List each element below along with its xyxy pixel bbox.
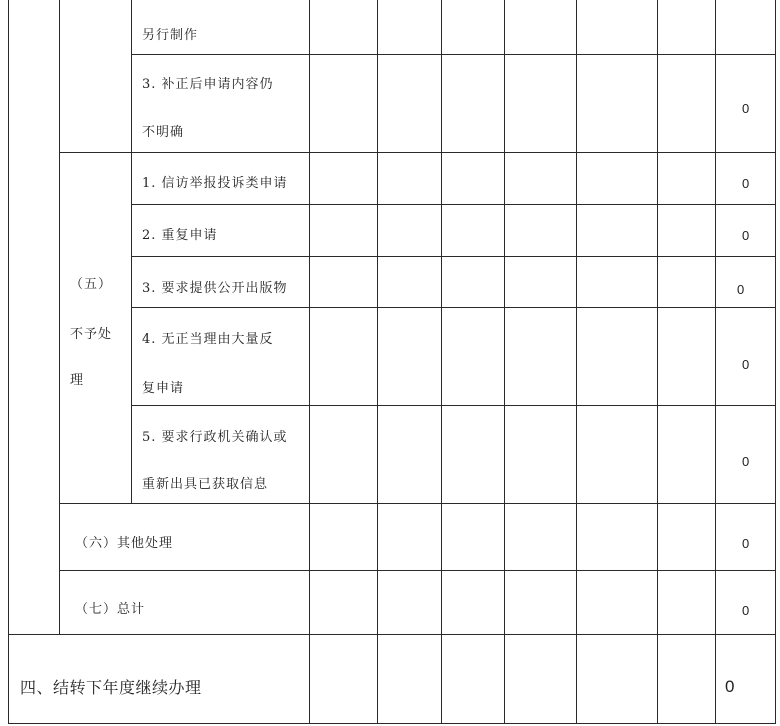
col-border xyxy=(59,0,60,634)
row-label: 1. 信访举报投诉类申请 xyxy=(142,176,288,191)
row-border xyxy=(131,204,776,205)
col-border xyxy=(504,0,505,724)
row-border xyxy=(131,54,776,55)
col-border xyxy=(715,0,716,724)
row-total: 0 xyxy=(742,228,750,243)
group-label: 不予处 xyxy=(70,327,113,342)
row-total: 0 xyxy=(737,282,745,297)
row-label: 不明确 xyxy=(142,125,185,140)
row-total: 0 xyxy=(742,454,750,469)
row-total: 0 xyxy=(742,101,750,116)
row-total: 0 xyxy=(742,357,750,372)
row-label: 3. 要求提供公开出版物 xyxy=(142,281,288,296)
row-border xyxy=(59,152,776,153)
group-label: （五） xyxy=(70,277,113,292)
col-border xyxy=(131,0,132,504)
row-label: 重新出具已获取信息 xyxy=(142,477,269,492)
row-label: 复申请 xyxy=(142,381,185,396)
row-label: 另行制作 xyxy=(142,28,199,43)
row-border xyxy=(131,256,776,257)
row-border xyxy=(8,634,776,635)
row-label: 2. 重复申请 xyxy=(142,228,218,243)
row-border xyxy=(59,503,776,504)
col-border xyxy=(8,0,9,724)
row-border xyxy=(8,723,776,724)
col-border xyxy=(657,0,658,724)
col-border xyxy=(309,0,310,724)
row-label: 4. 无正当理由大量反 xyxy=(142,332,274,347)
col-border xyxy=(576,0,577,724)
row-label: 3. 补正后申请内容仍 xyxy=(142,77,274,92)
row-total: 0 xyxy=(742,603,750,618)
col-border xyxy=(441,0,442,724)
row-label: （六）其他处理 xyxy=(75,536,174,551)
row-label: （七）总计 xyxy=(75,602,146,617)
col-border xyxy=(377,0,378,724)
section-total: 0 xyxy=(725,677,735,696)
row-border xyxy=(131,405,776,406)
section-label: 四、结转下年度继续办理 xyxy=(20,678,202,697)
row-label: 5. 要求行政机关确认或 xyxy=(142,430,288,445)
col-border xyxy=(775,0,776,724)
row-total: 0 xyxy=(742,176,750,191)
row-border xyxy=(59,570,776,571)
row-total: 0 xyxy=(742,536,750,551)
group-label: 理 xyxy=(70,373,85,388)
row-border xyxy=(131,307,776,308)
